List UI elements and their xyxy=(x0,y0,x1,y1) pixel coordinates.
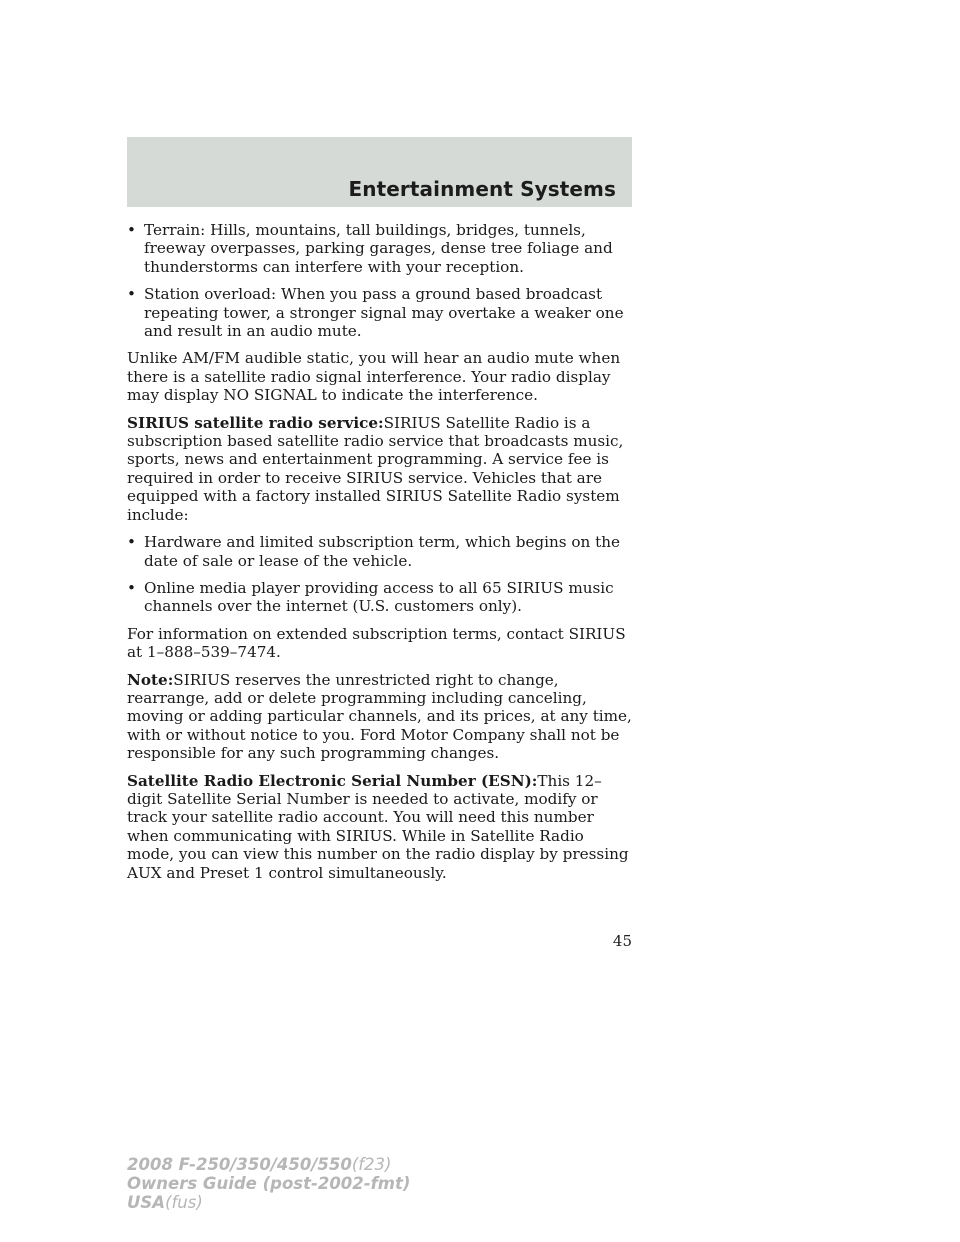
bullet-text: Online media player providing access to all 65 SIRIUS music channels over the internet (U.S. customers only). xyxy=(144,578,614,616)
bullet-text: Station overload: When you pass a ground based broadcast repeating tower, a stronger signal may overtake a weaker one and result in an audio mute. xyxy=(144,285,624,341)
paragraph-audio-mute: Unlike AM/FM audible static, you will hear an audio mute when there is a satellite radio signal interference. Your radio display may display NO SIGNAL to indicate the interference. xyxy=(127,349,621,405)
bullet-item-hardware xyxy=(127,533,635,570)
sirius-service-text: SIRIUS Satellite Radio is a subscription based satellite radio service that broadcasts music, sports, news and entertainment programming. A service fee is required in order to receive SIRIUS service. Vehicles that are equipped with a factory installed SIRIUS Satellite Radio system include: xyxy=(127,413,624,524)
sirius-service-label: SIRIUS satellite radio service: xyxy=(127,413,384,432)
footer-line-model xyxy=(127,1155,410,1174)
footer-market: USA xyxy=(127,1193,166,1212)
bullet-marker: • xyxy=(127,221,136,239)
footer-market-code: (fus) xyxy=(165,1193,203,1212)
footer-model: 2008 F-250/350/450/550 xyxy=(127,1155,352,1174)
footer-model-code: (f23) xyxy=(351,1155,392,1174)
section-title: Entertainment Systems xyxy=(348,177,616,201)
note-label: Note: xyxy=(127,670,174,689)
bullet-item-station-overload xyxy=(127,285,635,340)
bullet-text: Terrain: Hills, mountains, tall buildings, bridges, tunnels, freeway overpasses, parking garages, dense tree foliage and thunderstorms can interfere with your reception. xyxy=(144,221,613,276)
document-footer xyxy=(127,1155,410,1212)
paragraph-contact-sirius: For information on extended subscription terms, contact SIRIUS at 1–888–539–7474. xyxy=(127,624,626,662)
bullet-item-online-player xyxy=(127,579,635,616)
page-number: 45 xyxy=(612,932,632,950)
paragraph-esn xyxy=(127,772,635,882)
bullet-marker: • xyxy=(127,533,136,552)
paragraph-note xyxy=(127,671,635,763)
bullet-item-terrain xyxy=(127,221,635,276)
esn-label: Satellite Radio Electronic Serial Number (ESN): xyxy=(127,771,538,790)
bullet-marker: • xyxy=(127,285,136,304)
footer-line-market xyxy=(127,1193,410,1212)
paragraph-sirius-service xyxy=(127,414,635,524)
bullet-marker: • xyxy=(127,578,136,597)
page-content xyxy=(127,221,635,891)
bullet-text: Hardware and limited subscription term, which begins on the date of sale or lease of the vehicle. xyxy=(144,533,621,570)
footer-line-guide xyxy=(127,1174,410,1193)
section-header-band xyxy=(127,137,632,207)
footer-guide: Owners Guide (post-2002-fmt) xyxy=(127,1174,411,1193)
esn-text: This 12–digit Satellite Serial Number is needed to activate, modify or track your satellite radio account. You will need this number when communicating with SIRIUS. While in Satellite Radio mode, you can view this number on the radio display by pressing AUX and Preset 1 control simultaneously. xyxy=(127,771,629,882)
note-text: SIRIUS reserves the unrestricted right to change, rearrange, add or delete programming including canceling, moving or adding particular channels, and its prices, at any time, with or without notice to you. Ford Motor Company shall not be responsible for any such programming changes. xyxy=(127,670,632,763)
